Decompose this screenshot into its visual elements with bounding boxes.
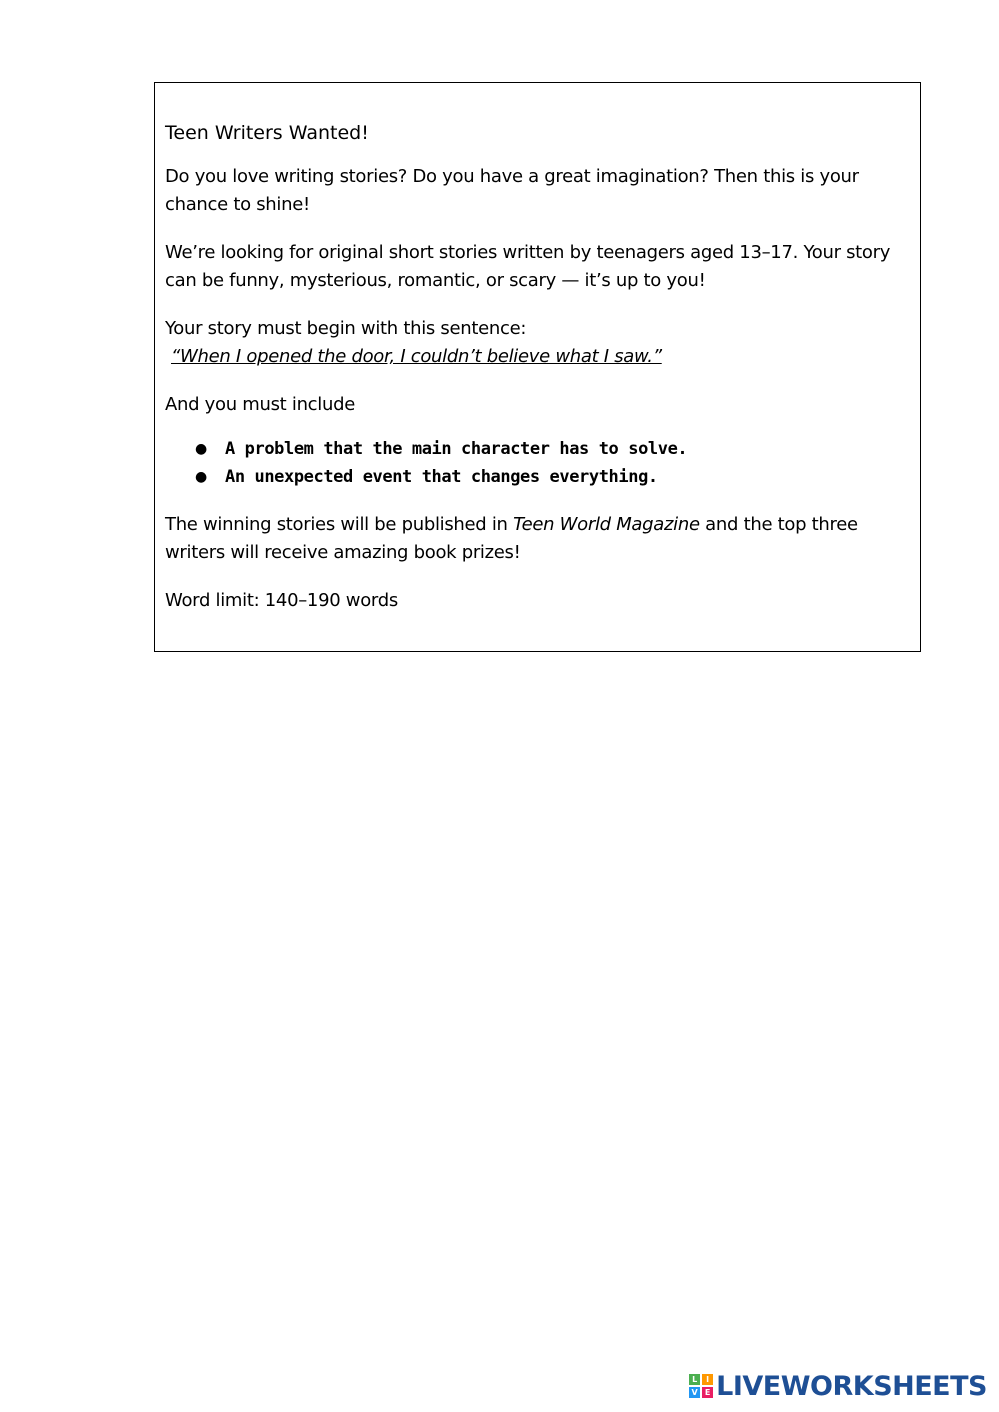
logo-mark-letter: L bbox=[689, 1374, 700, 1385]
include-label: And you must include bbox=[165, 394, 355, 415]
liveworksheets-logo bbox=[689, 1370, 987, 1402]
list-item bbox=[195, 463, 910, 491]
bullet-icon: ● bbox=[195, 441, 207, 457]
notice-box bbox=[154, 82, 921, 652]
bullet-icon: ● bbox=[195, 469, 207, 485]
intro-paragraph: Do you love writing stories? Do you have a great imagination? Then this is your chance to shine! bbox=[165, 166, 859, 215]
word-limit: Word limit: 140–190 words bbox=[165, 590, 398, 611]
logo-mark-icon bbox=[689, 1374, 713, 1398]
magazine-name: Teen World Magazine bbox=[513, 514, 700, 535]
logo-mark-letter: E bbox=[702, 1387, 713, 1398]
requirement-text: A problem that the main character has to solve. bbox=[225, 439, 688, 459]
logo-mark-letter: V bbox=[689, 1387, 700, 1398]
requirement-text: An unexpected event that changes everything. bbox=[225, 467, 658, 487]
looking-for-paragraph: We’re looking for original short stories written by teenagers aged 13–17. Your story can be funny, mysterious, romantic, or scary — it’s up to you! bbox=[165, 242, 891, 291]
notice-title: Teen Writers Wanted! bbox=[165, 122, 369, 144]
begin-sentence-line bbox=[165, 343, 910, 371]
logo-text: LIVEWORKSHEETS bbox=[716, 1370, 987, 1402]
winners-suffix: and the top three writers will receive amazing book prizes! bbox=[165, 514, 858, 563]
list-item bbox=[195, 435, 910, 463]
winners-prefix: The winning stories will be published in bbox=[165, 514, 514, 535]
requirements-list bbox=[165, 435, 910, 491]
logo-mark-letter: I bbox=[702, 1374, 713, 1385]
begin-sentence-quote: “When I opened the door, I couldn’t believe what I saw.” bbox=[171, 346, 662, 367]
begin-sentence-paragraph bbox=[165, 315, 910, 371]
winners-paragraph bbox=[165, 511, 910, 567]
begin-label: Your story must begin with this sentence: bbox=[165, 318, 527, 339]
